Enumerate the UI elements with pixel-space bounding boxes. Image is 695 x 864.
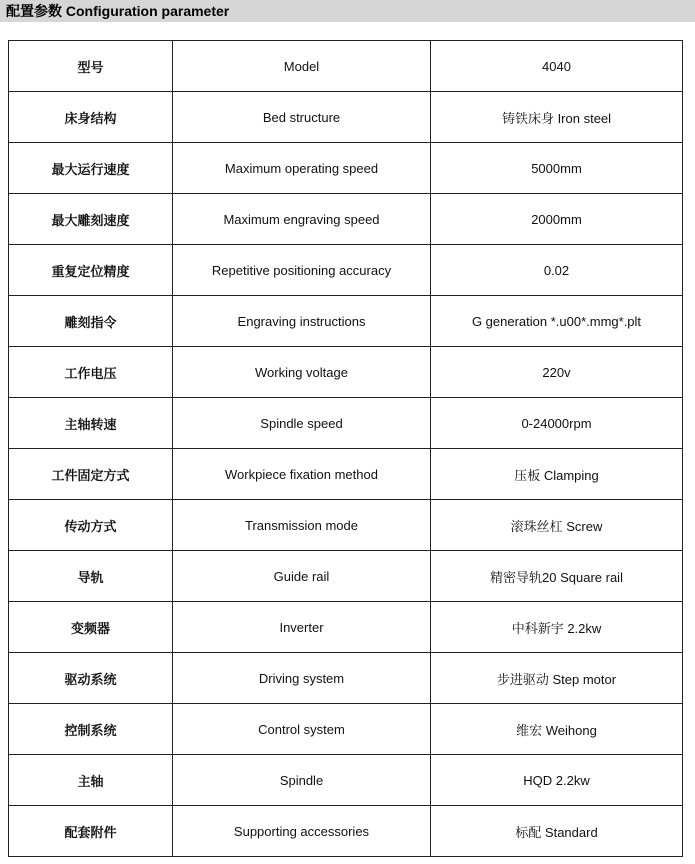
param-name-en: Bed structure <box>173 92 431 143</box>
table-row <box>9 41 683 92</box>
spec-table-body <box>9 41 683 857</box>
spec-table <box>8 40 683 857</box>
param-value: 0.02 <box>431 245 683 296</box>
param-value: 步进驱动 Step motor <box>431 653 683 704</box>
param-name-en: Inverter <box>173 602 431 653</box>
param-value: G generation *.u00*.mmg*.plt <box>431 296 683 347</box>
param-name-cn: 重复定位精度 <box>9 245 173 296</box>
param-name-en: Spindle <box>173 755 431 806</box>
table-row <box>9 398 683 449</box>
param-value: 5000mm <box>431 143 683 194</box>
table-row <box>9 296 683 347</box>
table-row <box>9 500 683 551</box>
param-name-en: Supporting accessories <box>173 806 431 857</box>
param-name-cn: 最大雕刻速度 <box>9 194 173 245</box>
param-name-cn: 变频器 <box>9 602 173 653</box>
table-row <box>9 755 683 806</box>
param-value: 滚珠丝杠 Screw <box>431 500 683 551</box>
param-name-en: Workpiece fixation method <box>173 449 431 500</box>
param-value: 中科新宇 2.2kw <box>431 602 683 653</box>
param-value: 压板 Clamping <box>431 449 683 500</box>
param-name-cn: 型号 <box>9 41 173 92</box>
param-name-en: Maximum operating speed <box>173 143 431 194</box>
param-name-cn: 工作电压 <box>9 347 173 398</box>
param-name-en: Control system <box>173 704 431 755</box>
param-name-cn: 工件固定方式 <box>9 449 173 500</box>
param-value: 精密导轨20 Square rail <box>431 551 683 602</box>
param-value: 220v <box>431 347 683 398</box>
param-name-en: Driving system <box>173 653 431 704</box>
param-value: 维宏 Weihong <box>431 704 683 755</box>
param-name-cn: 配套附件 <box>9 806 173 857</box>
table-row <box>9 194 683 245</box>
section-title: 配置参数 Configuration parameter <box>6 3 230 19</box>
table-row <box>9 551 683 602</box>
table-row <box>9 347 683 398</box>
table-row <box>9 449 683 500</box>
param-name-en: Spindle speed <box>173 398 431 449</box>
param-name-en: Transmission mode <box>173 500 431 551</box>
table-row <box>9 143 683 194</box>
param-name-en: Engraving instructions <box>173 296 431 347</box>
param-name-cn: 雕刻指令 <box>9 296 173 347</box>
param-value: HQD 2.2kw <box>431 755 683 806</box>
param-name-en: Repetitive positioning accuracy <box>173 245 431 296</box>
param-value: 2000mm <box>431 194 683 245</box>
param-name-cn: 床身结构 <box>9 92 173 143</box>
param-value: 0-24000rpm <box>431 398 683 449</box>
param-name-cn: 主轴转速 <box>9 398 173 449</box>
param-name-cn: 传动方式 <box>9 500 173 551</box>
param-name-cn: 驱动系统 <box>9 653 173 704</box>
param-name-en: Working voltage <box>173 347 431 398</box>
param-name-en: Maximum engraving speed <box>173 194 431 245</box>
table-row <box>9 92 683 143</box>
param-name-en: Guide rail <box>173 551 431 602</box>
param-value: 铸铁床身 Iron steel <box>431 92 683 143</box>
param-name-cn: 最大运行速度 <box>9 143 173 194</box>
param-name-cn: 控制系统 <box>9 704 173 755</box>
table-row <box>9 806 683 857</box>
param-name-cn: 主轴 <box>9 755 173 806</box>
param-value: 4040 <box>431 41 683 92</box>
section-header <box>0 0 695 22</box>
table-row <box>9 245 683 296</box>
table-row <box>9 653 683 704</box>
param-value: 标配 Standard <box>431 806 683 857</box>
param-name-en: Model <box>173 41 431 92</box>
table-row <box>9 704 683 755</box>
table-row <box>9 602 683 653</box>
param-name-cn: 导轨 <box>9 551 173 602</box>
